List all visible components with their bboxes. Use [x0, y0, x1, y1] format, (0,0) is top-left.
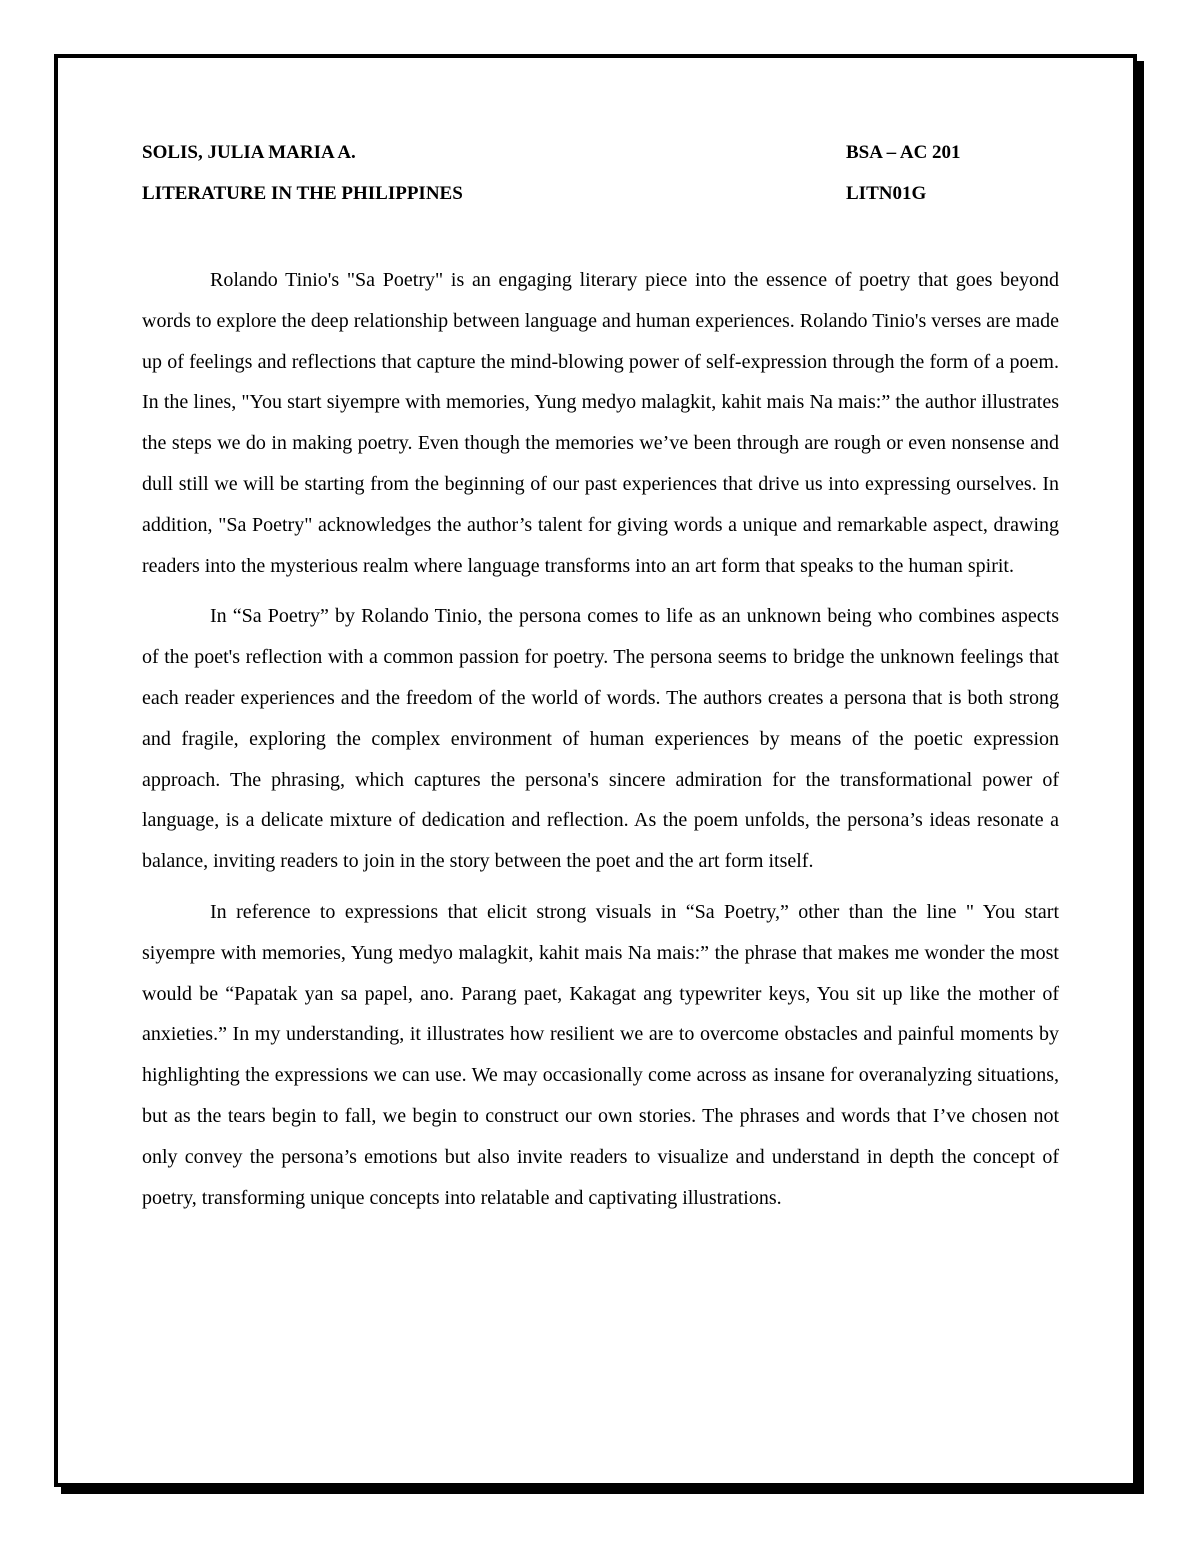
- header-row-1: [142, 142, 1062, 183]
- paragraph-3: In reference to expressions that elicit strong visuals in “Sa Poetry,” other than the line " You start siyempre with memories, Yung medyo malagkit, kahit mais Na mais:” the phrase that makes me wonder the most would be “Papatak yan sa papel, ano. Parang paet, Kakagat ang typewriter keys, You sit up like the mother of anxieties.” In my understanding, it illustrates how resilient we are to overcome obstacles and painful moments by highlighting the expressions we can use. We may occasionally come across as insane for overanalyzing situations, but as the tears begin to fall, we begin to construct our own stories. The phrases and words that I’ve chosen not only convey the persona’s emotions but also invite readers to visualize and understand in depth the concept of poetry, transforming unique concepts into relatable and captivating illustrations.: [142, 900, 1059, 1209]
- course-title: LITERATURE IN THE PHILIPPINES: [142, 183, 463, 204]
- paragraph-2: In “Sa Poetry” by Rolando Tinio, the persona comes to life as an unknown being who combines aspects of the poet's reflection with a common passion for poetry. The persona seems to bridge the unknown feelings that each reader experiences and the freedom of the world of words. The authors creates a persona that is both strong and fragile, exploring the complex environment of human experiences by means of the poetic expression approach. The phrasing, which captures the persona's sincere admiration for the transformational power of language, is a delicate mixture of dedication and reflection. As the poem unfolds, the persona’s ideas resonate a balance, inviting readers to join in the story between the poet and the art form itself.: [142, 605, 1059, 873]
- section-code: BSA – AC 201: [846, 142, 961, 163]
- course-code: LITN01G: [846, 183, 927, 204]
- header-row-2: [142, 183, 1062, 224]
- document-header: [142, 142, 1062, 224]
- student-name: SOLIS, JULIA MARIA A.: [142, 142, 356, 163]
- paragraph-1: Rolando Tinio's "Sa Poetry" is an engaging literary piece into the essence of poetry that goes beyond words to explore the deep relationship between language and human experiences. Rolando Tinio's verses are made up of feelings and reflections that capture the mind-blowing power of self-expression through the form of a poem. In the lines, "You start siyempre with memories, Yung medyo malagkit, kahit mais Na mais:” the author illustrates the steps we do in making poetry. Even though the memories we’ve been through are rough or even nonsense and dull still we will be starting from the beginning of our past experiences that drive us into expressing ourselves. In addition, "Sa Poetry" acknowledges the author’s talent for giving words a unique and remarkable aspect, drawing readers into the mysterious realm where language transforms into an art form that speaks to the human spirit.: [142, 269, 1059, 577]
- essay-body: [142, 260, 1059, 1228]
